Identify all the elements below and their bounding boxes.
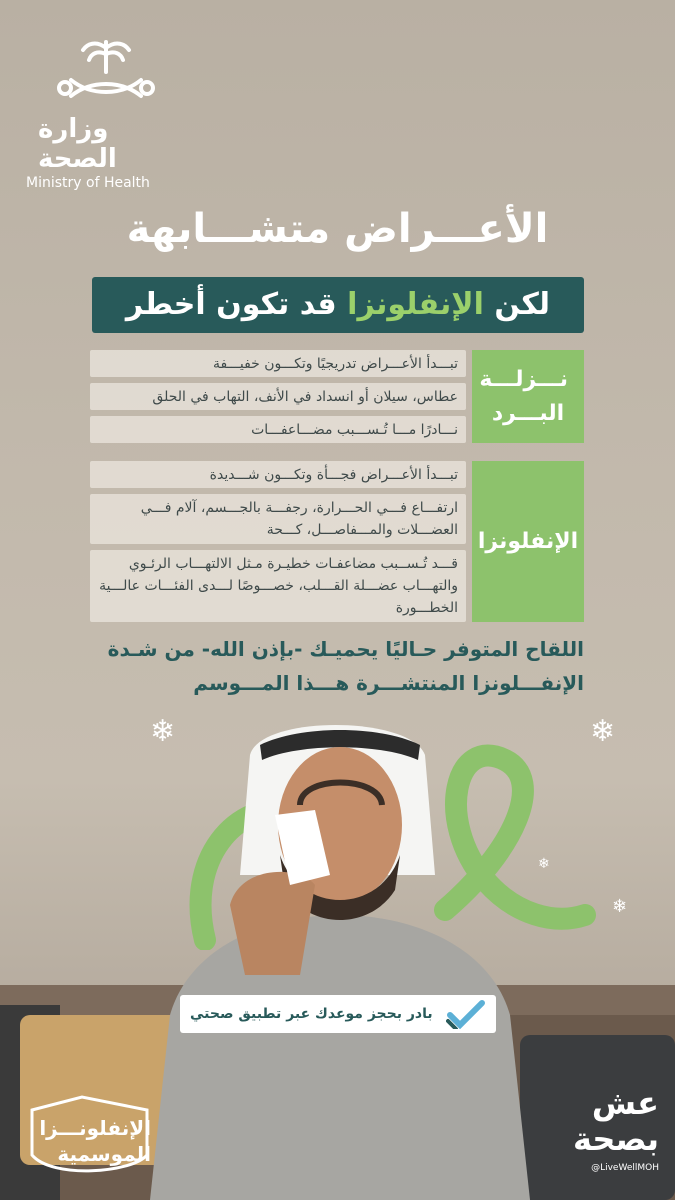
cold-label-text: نـــزلـــة البـــرد	[479, 366, 568, 426]
livewell-handle: @LiveWellMOH	[591, 1163, 659, 1173]
cold-row-1: تبـــدأ الأعـــراض تدريجيًا وتكـــون خفيـــفة	[90, 350, 466, 377]
snowflake-icon: ❄	[612, 896, 628, 917]
badge-line-1: الإنفلونـــزا	[39, 1116, 151, 1140]
headline: الأعـــراض متشـــابهة	[126, 206, 549, 252]
subheadline-bar	[92, 277, 584, 333]
seasonal-flu-badge	[22, 1095, 157, 1180]
snowflake-icon: ❄	[590, 714, 616, 749]
moh-logo	[26, 38, 186, 192]
cold-label	[472, 350, 584, 443]
flu-row-2: ارتفـــاع فـــي الحـــرارة، رجفـــة بالجـــسم، آلام فـــي العضـــلات والمـــفاصـــل، كـــحة	[90, 494, 466, 544]
subheadline-after: قد تكون أخطر	[125, 287, 348, 322]
cold-row-2: عطاس، سيلان أو انسداد في الأنف، التهاب في الحلق	[90, 383, 466, 410]
livewell-logo	[540, 1085, 665, 1185]
check-icon	[446, 999, 486, 1029]
badge-line-2: الموسمية	[57, 1142, 151, 1166]
flu-label: الإنفلونزا	[472, 461, 584, 622]
ministry-name-ar: وزارة الصحة	[38, 114, 117, 174]
subheadline-before: لكن	[483, 287, 551, 322]
livewell-line-2: بصحة	[572, 1120, 659, 1158]
livewell-line-1: عش	[591, 1084, 659, 1122]
flu-row-3: قـــد تُـســبب مضاعفـات خطيـرة مـثل الالتهـــاب الرئـوي والتهـــاب عضـــلة القـــلب، خصـــوصًا لـــدى الفئـــات عالـــية الخطـــورة	[90, 550, 466, 622]
book-appointment-button[interactable]	[180, 995, 496, 1033]
flu-row-1: تبـــدأ الأعـــراض فجـــأة وتكـــون شـــديدة	[90, 461, 466, 488]
subheadline-highlight: الإنفلونزا	[347, 287, 484, 322]
vaccine-line-2: الإنفـــلونزا المنتشـــرة هـــذا المـــوسم	[193, 671, 584, 695]
vaccine-message	[92, 632, 584, 700]
snowflake-icon: ❄	[150, 714, 176, 749]
snowflake-icon: ❄	[538, 856, 550, 872]
cold-row-3: نـــادرًا مـــا تُـســـبب مضـــاعفـــات	[90, 416, 466, 443]
palm-swords-emblem-icon	[51, 38, 161, 104]
ministry-name-en: Ministry of Health	[26, 175, 150, 191]
cta-text: بادر بحجز موعدك عبر تطبيق صحتي	[190, 1006, 433, 1022]
vaccine-line-1: اللقاح المتوفر حـاليًا يحميـك -بإذن الله- من شـدة	[107, 637, 584, 661]
sick-man-illustration	[150, 715, 530, 1200]
